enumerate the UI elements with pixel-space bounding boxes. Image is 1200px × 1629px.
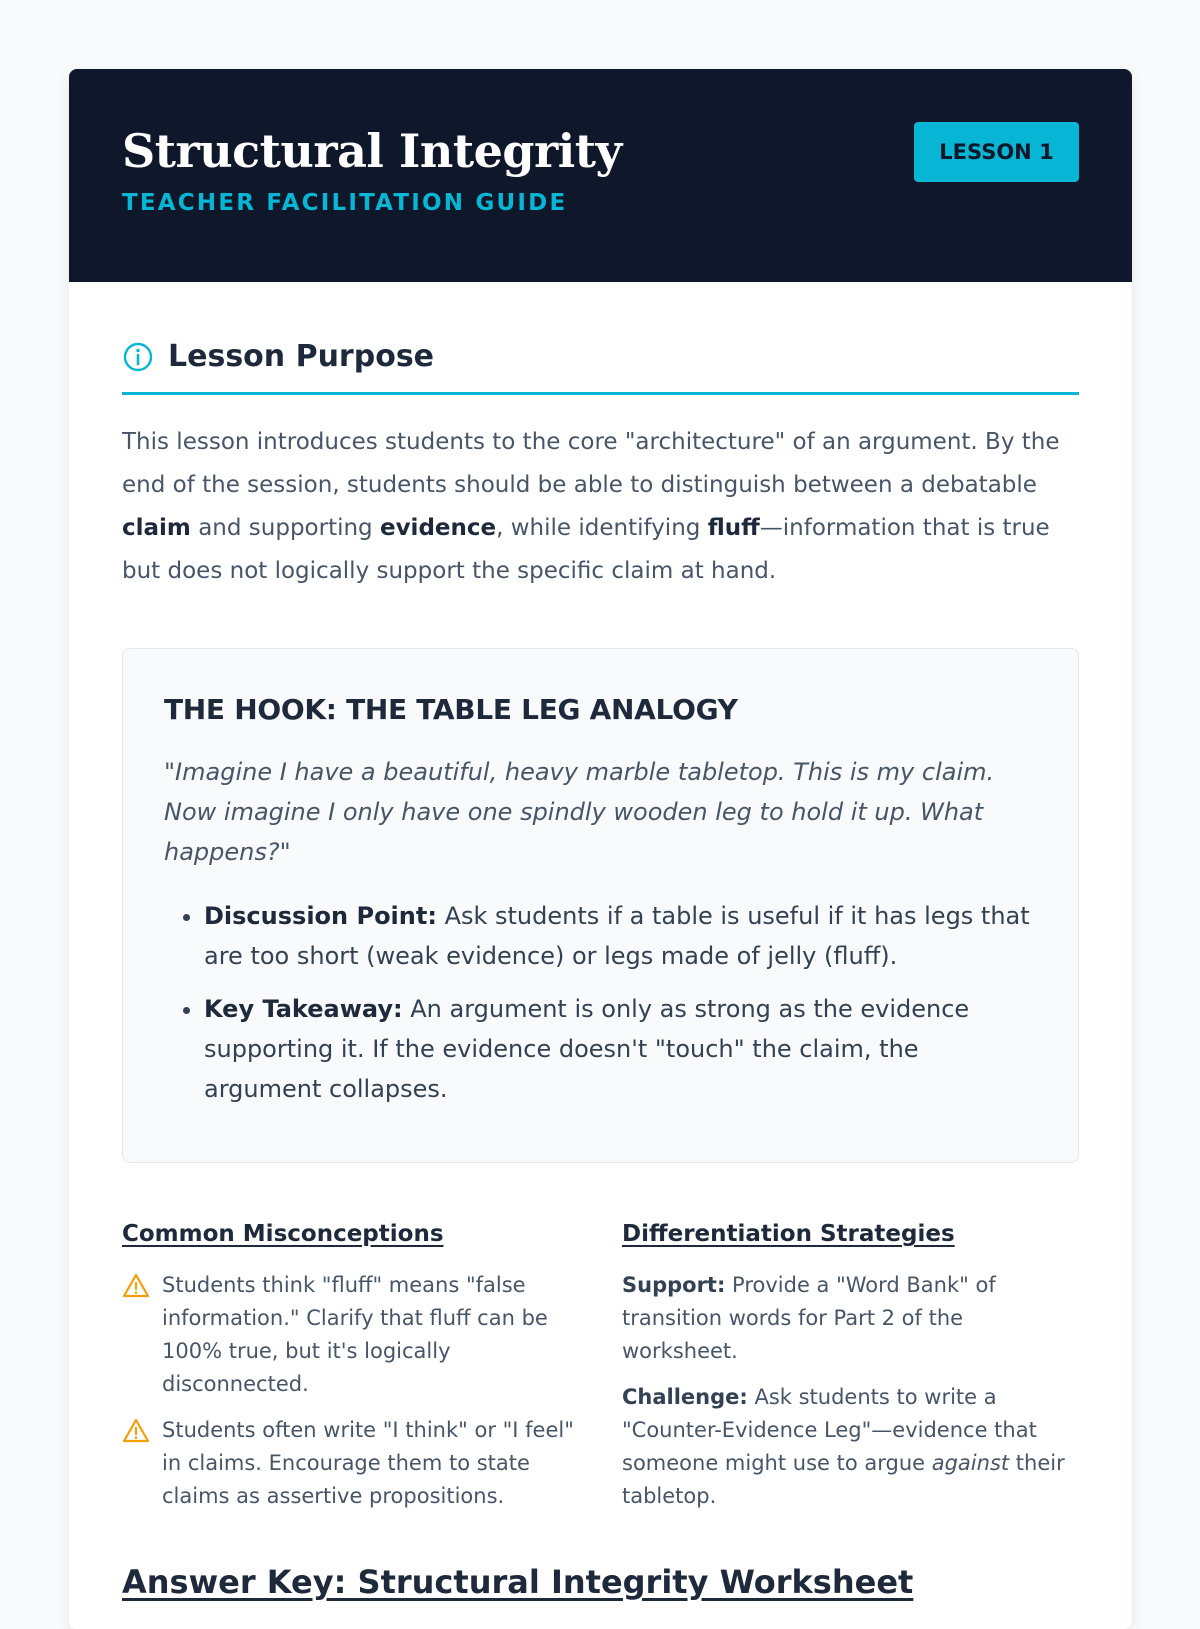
purpose-text-4: —information that is true but does not logically support the specific claim at hand. bbox=[122, 515, 1050, 584]
section-title: Lesson Purpose bbox=[168, 339, 435, 374]
differentiation-heading: Differentiation Strategies bbox=[622, 1221, 955, 1247]
differentiation-column bbox=[622, 1221, 1079, 1513]
lesson-purpose-heading bbox=[122, 339, 1079, 395]
misconceptions-heading: Common Misconceptions bbox=[122, 1221, 444, 1247]
hook-box bbox=[122, 648, 1079, 1163]
term-fluff: fluff bbox=[707, 515, 760, 541]
warning-icon bbox=[122, 1272, 150, 1300]
lesson-purpose-text bbox=[122, 421, 1079, 593]
support-label: Support: bbox=[622, 1273, 726, 1297]
info-icon bbox=[122, 341, 154, 373]
challenge-strategy bbox=[622, 1381, 1079, 1513]
point-label: Discussion Point: bbox=[204, 902, 437, 930]
challenge-text-1: Ask students to write a "Counter-Evidence Leg"—evidence that someone might use to argue bbox=[622, 1385, 1037, 1475]
two-column-section bbox=[122, 1221, 1079, 1513]
misconception-text: Students think "fluff" means "false information." Clarify that fluff can be 100% true, but it's logically disconnected. bbox=[162, 1273, 548, 1396]
term-claim: claim bbox=[122, 515, 191, 541]
support-strategy bbox=[622, 1269, 1079, 1368]
page-title: Structural Integrity bbox=[122, 124, 622, 178]
guide-header bbox=[69, 69, 1132, 282]
misconceptions-column bbox=[122, 1221, 579, 1513]
answer-key-heading: Answer Key: Structural Integrity Worksheet bbox=[122, 1563, 914, 1601]
challenge-emphasis: against bbox=[931, 1451, 1010, 1475]
guide-card bbox=[69, 69, 1132, 1629]
guide-body bbox=[69, 339, 1132, 1601]
support-text: Provide a "Word Bank" of transition words for Part 2 of the worksheet. bbox=[622, 1273, 996, 1363]
hook-title: THE HOOK: THE TABLE LEG ANALOGY bbox=[164, 693, 738, 726]
purpose-text-3: , while identifying bbox=[496, 515, 708, 541]
hook-quote: "Imagine I have a beautiful, heavy marble tabletop. This is my claim. Now imagine I only have one spindly wooden leg to hold it up. What happens?" bbox=[164, 758, 995, 866]
warning-icon bbox=[122, 1417, 150, 1445]
point-text: Ask students if a table is useful if it has legs that are too short (weak evidence) or legs made of jelly (fluff). bbox=[204, 902, 1030, 970]
purpose-text-1: This lesson introduces students to the core "architecture" of an argument. By the end of the session, students should be able to distinguish between a debatable bbox=[122, 429, 1060, 498]
point-label: Key Takeaway: bbox=[204, 995, 403, 1023]
list-item bbox=[122, 1269, 579, 1401]
lesson-badge: LESSON 1 bbox=[914, 122, 1079, 182]
point-text: An argument is only as strong as the evidence supporting it. If the evidence doesn't "touch" the claim, the argument collapses. bbox=[204, 995, 970, 1103]
hook-points bbox=[164, 896, 1038, 1109]
page-subtitle: TEACHER FACILITATION GUIDE bbox=[122, 189, 568, 216]
purpose-text-2: and supporting bbox=[190, 515, 380, 541]
list-item bbox=[204, 989, 1038, 1109]
list-item bbox=[122, 1414, 579, 1513]
list-item bbox=[204, 896, 1038, 976]
challenge-text-2: their tabletop. bbox=[622, 1451, 1065, 1508]
term-evidence: evidence bbox=[379, 515, 497, 541]
misconception-text: Students often write "I think" or "I feel" in claims. Encourage them to state claims as assertive propositions. bbox=[162, 1418, 574, 1508]
challenge-label: Challenge: bbox=[622, 1385, 748, 1409]
